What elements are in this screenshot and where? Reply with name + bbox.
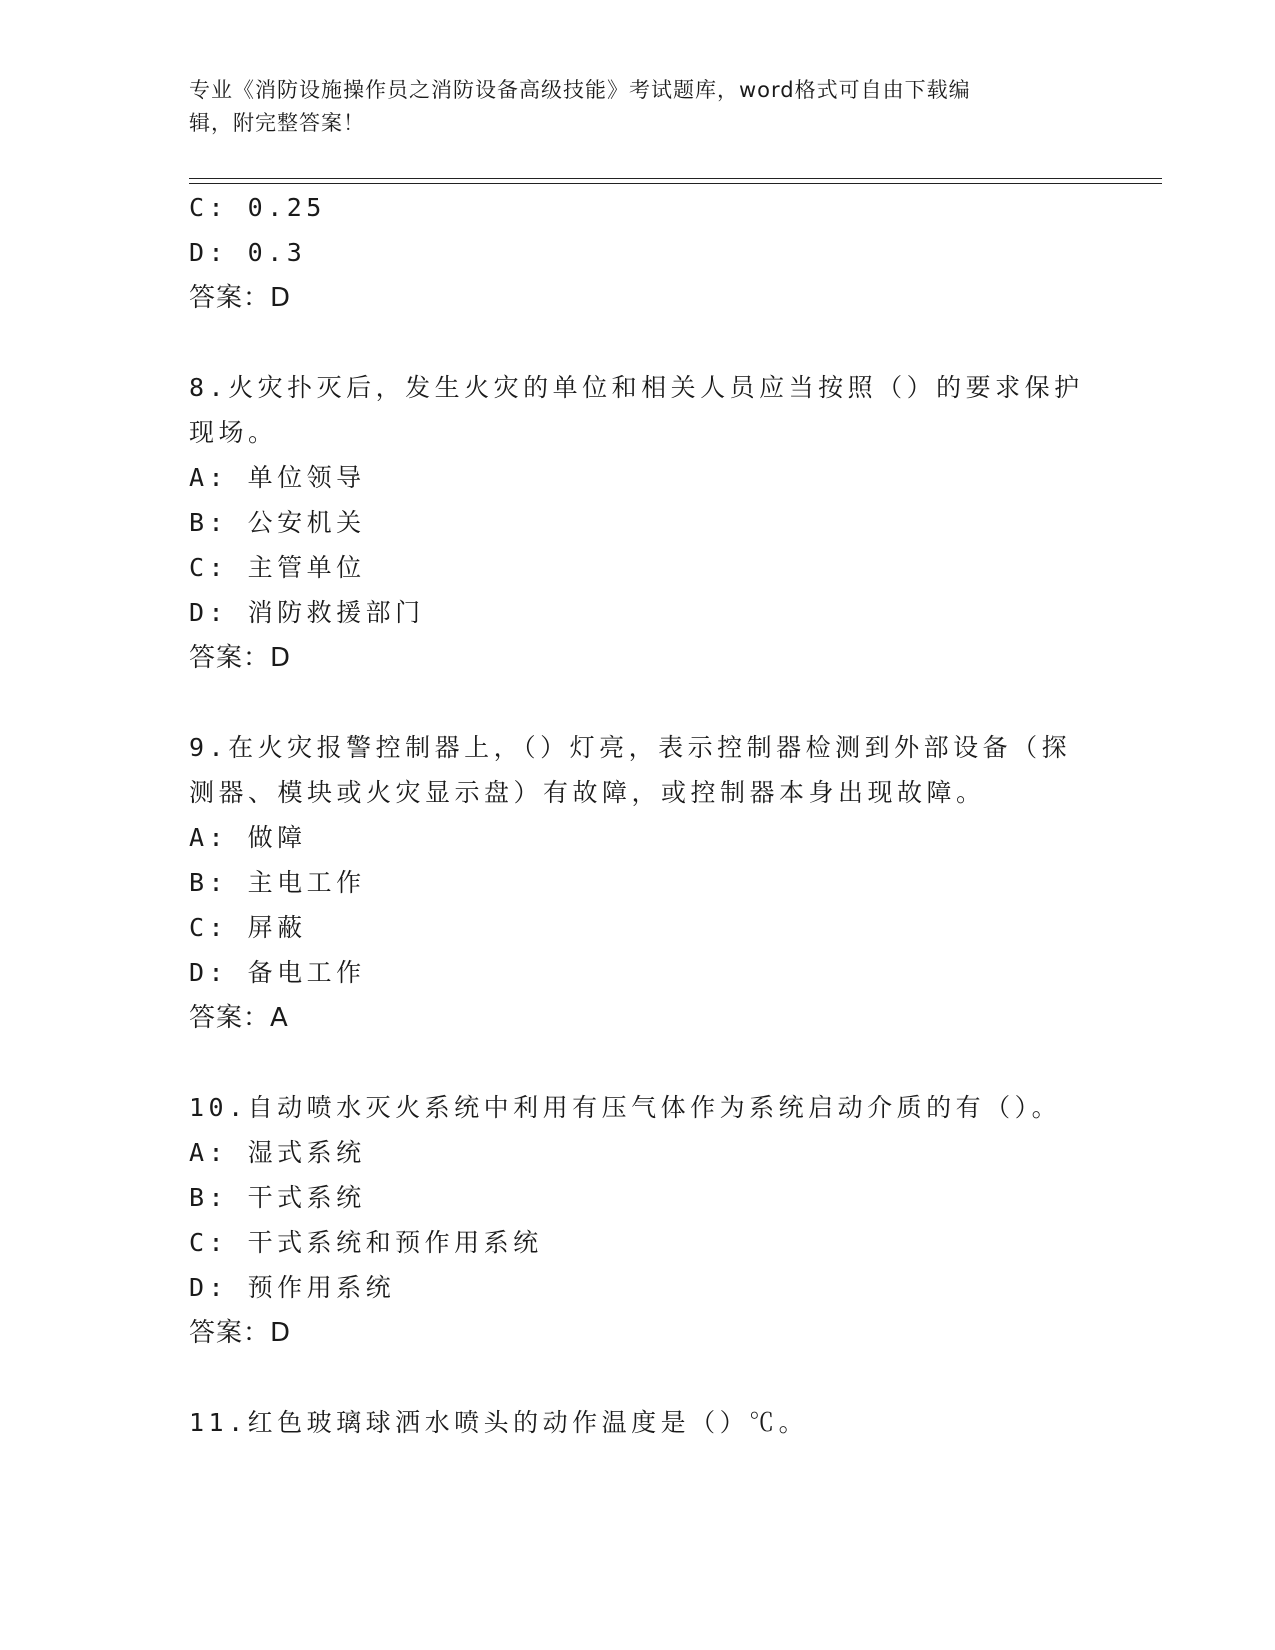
q8-option-d: D: 消防救援部门	[189, 598, 425, 627]
q8-stem-line-2: 现场。	[189, 418, 278, 447]
prev-option-c: C: 0.25	[189, 193, 326, 222]
q10-option-a: A: 湿式系统	[189, 1138, 366, 1167]
q10-option-b: B: 干式系统	[189, 1183, 366, 1212]
header-divider-top	[189, 178, 1162, 179]
q8-option-a: A: 单位领导	[189, 463, 366, 492]
q8-stem-line-1: 8.火灾扑灭后，发生火灾的单位和相关人员应当按照（）的要求保护	[189, 373, 1084, 402]
q10-option-c: C: 干式系统和预作用系统	[189, 1228, 543, 1257]
q8-option-b: B: 公安机关	[189, 508, 366, 537]
q9-answer: 答案：A	[189, 1003, 289, 1033]
q10-answer: 答案：D	[189, 1318, 292, 1348]
header-divider-bottom	[189, 183, 1162, 184]
q8-option-c: C: 主管单位	[189, 553, 366, 582]
document-header	[189, 74, 1089, 140]
header-line-2: 辑，附完整答案！	[189, 111, 365, 135]
q11-stem-line-1: 11.红色玻璃球洒水喷头的动作温度是（）℃。	[189, 1408, 809, 1437]
q9-option-d: D: 备电工作	[189, 958, 366, 987]
q9-option-c: C: 屏蔽	[189, 913, 307, 942]
prev-option-d: D: 0.3	[189, 238, 307, 267]
q9-stem-line-2: 测器、模块或火灾显示盘）有故障，或控制器本身出现故障。	[189, 778, 986, 807]
prev-answer: 答案：D	[189, 283, 292, 313]
q8-answer: 答案：D	[189, 643, 292, 673]
q10-stem-line-1: 10.自动喷水灭火系统中利用有压气体作为系统启动介质的有（）。	[189, 1093, 1062, 1122]
q9-option-a: A: 做障	[189, 823, 307, 852]
q9-stem-line-1: 9.在火灾报警控制器上，（）灯亮，表示控制器检测到外部设备（探	[189, 733, 1072, 762]
q10-option-d: D: 预作用系统	[189, 1273, 396, 1302]
q9-option-b: B: 主电工作	[189, 868, 366, 897]
header-line-1: 专业《消防设施操作员之消防设备高级技能》考试题库，word格式可自由下载编	[189, 78, 971, 102]
